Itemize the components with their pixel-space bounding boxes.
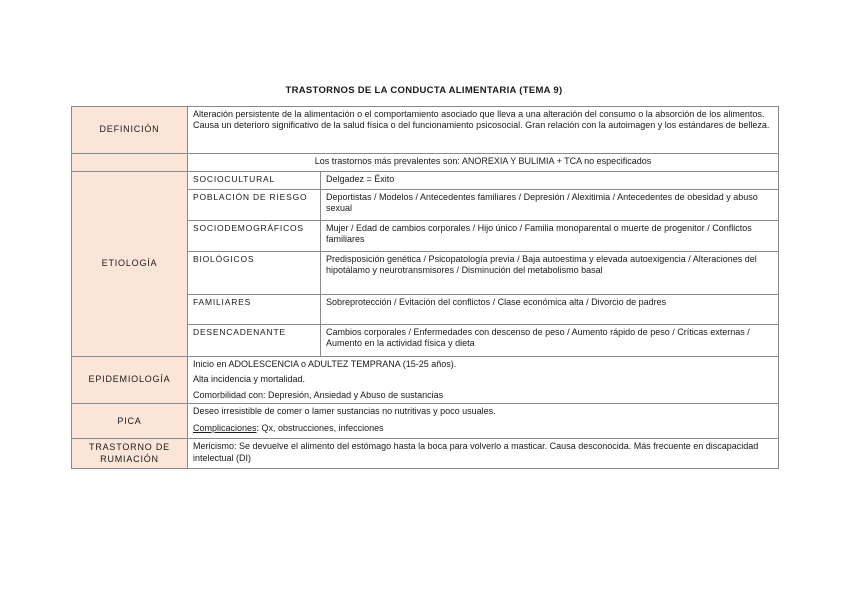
row-epidemiologia [72, 357, 779, 404]
epidemiologia-line: Alta incidencia y mortalidad. [193, 374, 306, 385]
complicaciones-text: : Qx, obstrucciones, infecciones [256, 422, 384, 433]
pica-complicaciones [193, 423, 773, 434]
row-prevalentes [72, 154, 779, 172]
etiologia-detalle: Sobreprotección / Evitación del conflictos / Clase económica alta / Divorcio de padres [321, 295, 779, 325]
etiologia-factor: SOCIODEMOGRÁFICOS [188, 221, 321, 252]
etiologia-detalle: Cambios corporales / Enfermedades con descenso de peso / Aumento rápido de peso / Críticas externas / Aumento en la actividad física y dieta [321, 325, 779, 357]
prevalentes-text: Los trastornos más prevalentes son: ANOREXIA Y BULIMIA + TCA no especificados [188, 154, 779, 172]
rumiacion-label: TRASTORNO DE RUMIACIÓN [72, 439, 188, 469]
pica-label: PICA [72, 404, 188, 439]
epidemiologia-label: EPIDEMIOLOGÍA [72, 357, 188, 404]
row-rumiacion [72, 439, 779, 469]
etiologia-detalle: Predisposición genética / Psicopatología previa / Baja autoestima y elevada autoexigencia / Alteraciones del hipotálamo y neurotransmisores / Disminución del metabolismo basal [321, 252, 779, 295]
definicion-label: DEFINICIÓN [72, 107, 188, 154]
rumiacion-text: Mericismo: Se devuelve el alimento del estómago hasta la boca para volverlo a masticar. Causa desconocida. Más frecuente en discapacidad intelectual (DI) [188, 439, 779, 469]
complicaciones-label: Complicaciones [193, 422, 257, 433]
epidemiologia-text [188, 357, 779, 404]
row-etiologia-0 [72, 172, 779, 190]
epidemiologia-line: Inicio en ADOLESCENCIA o ADULTEZ TEMPRANA (15-25 años). [193, 359, 457, 369]
tca-table [71, 106, 779, 469]
pica-description: Deseo irresistible de comer o lamer sustancias no nutritivas y poco usuales. [193, 406, 496, 417]
etiologia-factor: BIOLÓGICOS [188, 252, 321, 295]
etiologia-factor: SOCIOCULTURAL [188, 172, 321, 190]
definicion-text: Alteración persistente de la alimentación o el comportamiento asociado que lleva a una alteración del consumo o la absorción de los alimentos. Causa un deterioro significativo de la salud física o del funcionamiento psicosocial. Gran relación con la autoimagen y los estándares de belleza. [188, 107, 779, 154]
etiologia-label: ETIOLOGÍA [72, 172, 188, 357]
row-pica [72, 404, 779, 439]
etiologia-detalle: Delgadez = Éxito [321, 172, 779, 190]
etiologia-detalle: Deportistas / Modelos / Antecedentes familiares / Depresión / Alexitimia / Antecedentes de obesidad y abuso sexual [321, 190, 779, 221]
etiologia-factor: FAMILIARES [188, 295, 321, 325]
epidemiologia-line: Comorbilidad con: Depresión, Ansiedad y Abuso de sustancias [193, 389, 444, 400]
etiologia-factor: POBLACIÓN DE RIESGO [188, 190, 321, 221]
pica-text [188, 404, 779, 439]
etiologia-factor: DESENCADENANTE [188, 325, 321, 357]
document-title: TRASTORNOS DE LA CONDUCTA ALIMENTARIA (TEMA 9) [285, 85, 563, 96]
row-definicion [72, 107, 779, 154]
etiologia-detalle: Mujer / Edad de cambios corporales / Hijo único / Familia monoparental o muerte de progenitor / Conflictos familiares [321, 221, 779, 252]
